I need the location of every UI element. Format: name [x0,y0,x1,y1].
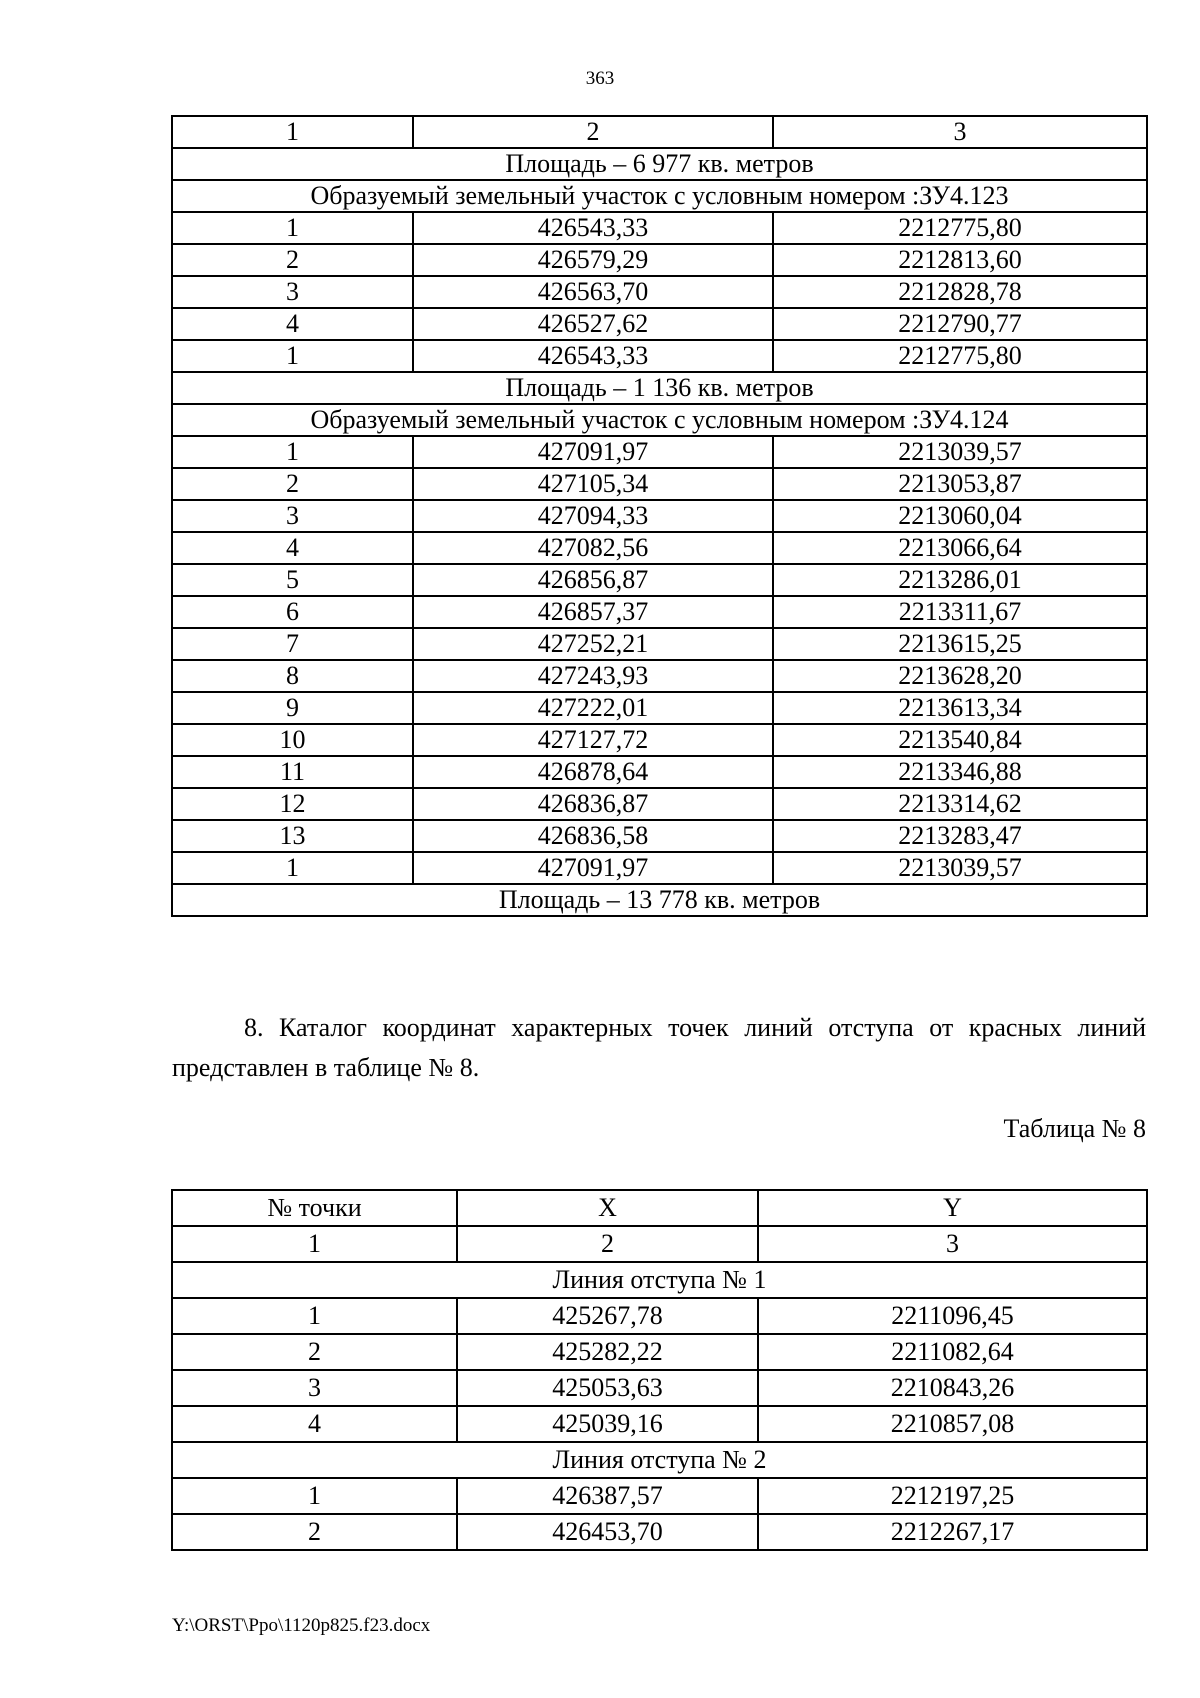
table-row [172,820,1147,852]
point-number-cell: 9 [172,692,413,724]
y-coordinate-cell: 2213066,64 [773,532,1147,564]
column-number-1: 1 [172,116,413,148]
x-coordinate-cell: 425039,16 [457,1406,758,1442]
point-number-cell: 4 [172,1406,457,1442]
y-coordinate-cell: 2213613,34 [773,692,1147,724]
y-coordinate-cell: 2210843,26 [758,1370,1147,1406]
point-number-cell: 5 [172,564,413,596]
section-label: Площадь – 13 778 кв. метров [172,884,1147,916]
section-label: Линия отступа № 2 [172,1442,1147,1478]
section-row [172,404,1147,436]
y-coordinate-cell: 2212267,17 [758,1514,1147,1550]
x-coordinate-cell: 426453,70 [457,1514,758,1550]
y-coordinate-cell: 2213283,47 [773,820,1147,852]
section-row [172,180,1147,212]
y-coordinate-cell: 2210857,08 [758,1406,1147,1442]
y-coordinate-cell: 2213039,57 [773,852,1147,884]
y-coordinate-cell: 2212828,78 [773,276,1147,308]
file-path-footer: Y:\ORST\Ppo\1120p825.f23.docx [172,1615,431,1636]
section-label: Площадь – 6 977 кв. метров [172,148,1147,180]
x-coordinate-cell: 426543,33 [413,340,773,372]
point-number-cell: 7 [172,628,413,660]
table-row [172,1334,1147,1370]
table-caption: Таблица № 8 [1003,1114,1146,1143]
table-row [172,852,1147,884]
table-row [172,244,1147,276]
table-row [172,308,1147,340]
point-number-cell: 3 [172,1370,457,1406]
section-label: Площадь – 1 136 кв. метров [172,372,1147,404]
header-point-number: № точки [172,1190,457,1226]
section-label: Линия отступа № 1 [172,1262,1147,1298]
point-number-cell: 6 [172,596,413,628]
table-row [172,692,1147,724]
point-number-cell: 3 [172,276,413,308]
point-number-cell: 1 [172,852,413,884]
section-row [172,1442,1147,1478]
y-coordinate-cell: 2213286,01 [773,564,1147,596]
header-x: X [457,1190,758,1226]
y-coordinate-cell: 2213628,20 [773,660,1147,692]
y-coordinate-cell: 2213346,88 [773,756,1147,788]
x-coordinate-cell: 427222,01 [413,692,773,724]
section-row [172,372,1147,404]
point-number-cell: 4 [172,532,413,564]
section-label: Образуемый земельный участок с условным номером :ЗУ4.124 [172,404,1147,436]
catalog-paragraph: 8. Каталог координат характерных точек линий отступа от красных линий представлен в таблице № 8. [172,1013,1146,1082]
x-coordinate-cell: 426857,37 [413,596,773,628]
y-coordinate-cell: 2213540,84 [773,724,1147,756]
table-row [172,1406,1147,1442]
setback-table-body [172,1190,1147,1550]
section-label: Образуемый земельный участок с условным номером :ЗУ4.123 [172,180,1147,212]
y-coordinate-cell: 2211082,64 [758,1334,1147,1370]
table-row [172,212,1147,244]
x-coordinate-cell: 427094,33 [413,500,773,532]
point-number-cell: 1 [172,340,413,372]
column-number-3: 3 [773,116,1147,148]
x-coordinate-cell: 427091,97 [413,436,773,468]
point-number-cell: 2 [172,1334,457,1370]
point-number-cell: 10 [172,724,413,756]
table-row [172,564,1147,596]
table-row [172,1370,1147,1406]
header-y: Y [758,1190,1147,1226]
x-coordinate-cell: 426527,62 [413,308,773,340]
point-number-cell: 1 [172,1478,457,1514]
x-coordinate-cell: 427127,72 [413,724,773,756]
y-coordinate-cell: 2213053,87 [773,468,1147,500]
table-row [172,660,1147,692]
y-coordinate-cell: 2212775,80 [773,212,1147,244]
x-coordinate-cell: 426387,57 [457,1478,758,1514]
point-number-cell: 13 [172,820,413,852]
point-number-cell: 1 [172,1298,457,1334]
table-row [172,1478,1147,1514]
y-coordinate-cell: 2212197,25 [758,1478,1147,1514]
table-header-row [172,1190,1147,1226]
table-row [172,500,1147,532]
column-number-1: 1 [172,1226,457,1262]
x-coordinate-cell: 426856,87 [413,564,773,596]
x-coordinate-cell: 426878,64 [413,756,773,788]
point-number-cell: 1 [172,212,413,244]
point-number-cell: 2 [172,1514,457,1550]
y-coordinate-cell: 2212813,60 [773,244,1147,276]
y-coordinate-cell: 2213314,62 [773,788,1147,820]
point-number-cell: 3 [172,500,413,532]
section-row [172,148,1147,180]
y-coordinate-cell: 2212790,77 [773,308,1147,340]
table-row [172,756,1147,788]
x-coordinate-cell: 426836,87 [413,788,773,820]
x-coordinate-cell: 427091,97 [413,852,773,884]
column-number-3: 3 [758,1226,1147,1262]
column-number-2: 2 [457,1226,758,1262]
y-coordinate-cell: 2211096,45 [758,1298,1147,1334]
y-coordinate-cell: 2212775,80 [773,340,1147,372]
section-row [172,1262,1147,1298]
page-number: 363 [585,68,615,89]
table-row [172,1298,1147,1334]
table-row [172,1514,1147,1550]
x-coordinate-cell: 426836,58 [413,820,773,852]
x-coordinate-cell: 427105,34 [413,468,773,500]
table-row [172,532,1147,564]
column-number-2: 2 [413,116,773,148]
table-row [172,340,1147,372]
point-number-cell: 11 [172,756,413,788]
setback-lines-table [171,1189,1148,1551]
x-coordinate-cell: 425282,22 [457,1334,758,1370]
point-number-cell: 8 [172,660,413,692]
x-coordinate-cell: 427243,93 [413,660,773,692]
coordinates-table-body [172,116,1147,916]
table-row [172,628,1147,660]
y-coordinate-cell: 2213615,25 [773,628,1147,660]
x-coordinate-cell: 426563,70 [413,276,773,308]
y-coordinate-cell: 2213311,67 [773,596,1147,628]
x-coordinate-cell: 425267,78 [457,1298,758,1334]
table-row [172,276,1147,308]
y-coordinate-cell: 2213060,04 [773,500,1147,532]
x-coordinate-cell: 426579,29 [413,244,773,276]
x-coordinate-cell: 427252,21 [413,628,773,660]
table-header-row [172,116,1147,148]
x-coordinate-cell: 425053,63 [457,1370,758,1406]
point-number-cell: 4 [172,308,413,340]
table-row [172,468,1147,500]
table-column-numbers-row [172,1226,1147,1262]
point-number-cell: 2 [172,468,413,500]
table-row [172,436,1147,468]
table-row [172,596,1147,628]
y-coordinate-cell: 2213039,57 [773,436,1147,468]
point-number-cell: 1 [172,436,413,468]
section-row [172,884,1147,916]
table-row [172,788,1147,820]
table-row [172,724,1147,756]
point-number-cell: 2 [172,244,413,276]
coordinates-table-continued [171,115,1148,917]
x-coordinate-cell: 427082,56 [413,532,773,564]
x-coordinate-cell: 426543,33 [413,212,773,244]
point-number-cell: 12 [172,788,413,820]
